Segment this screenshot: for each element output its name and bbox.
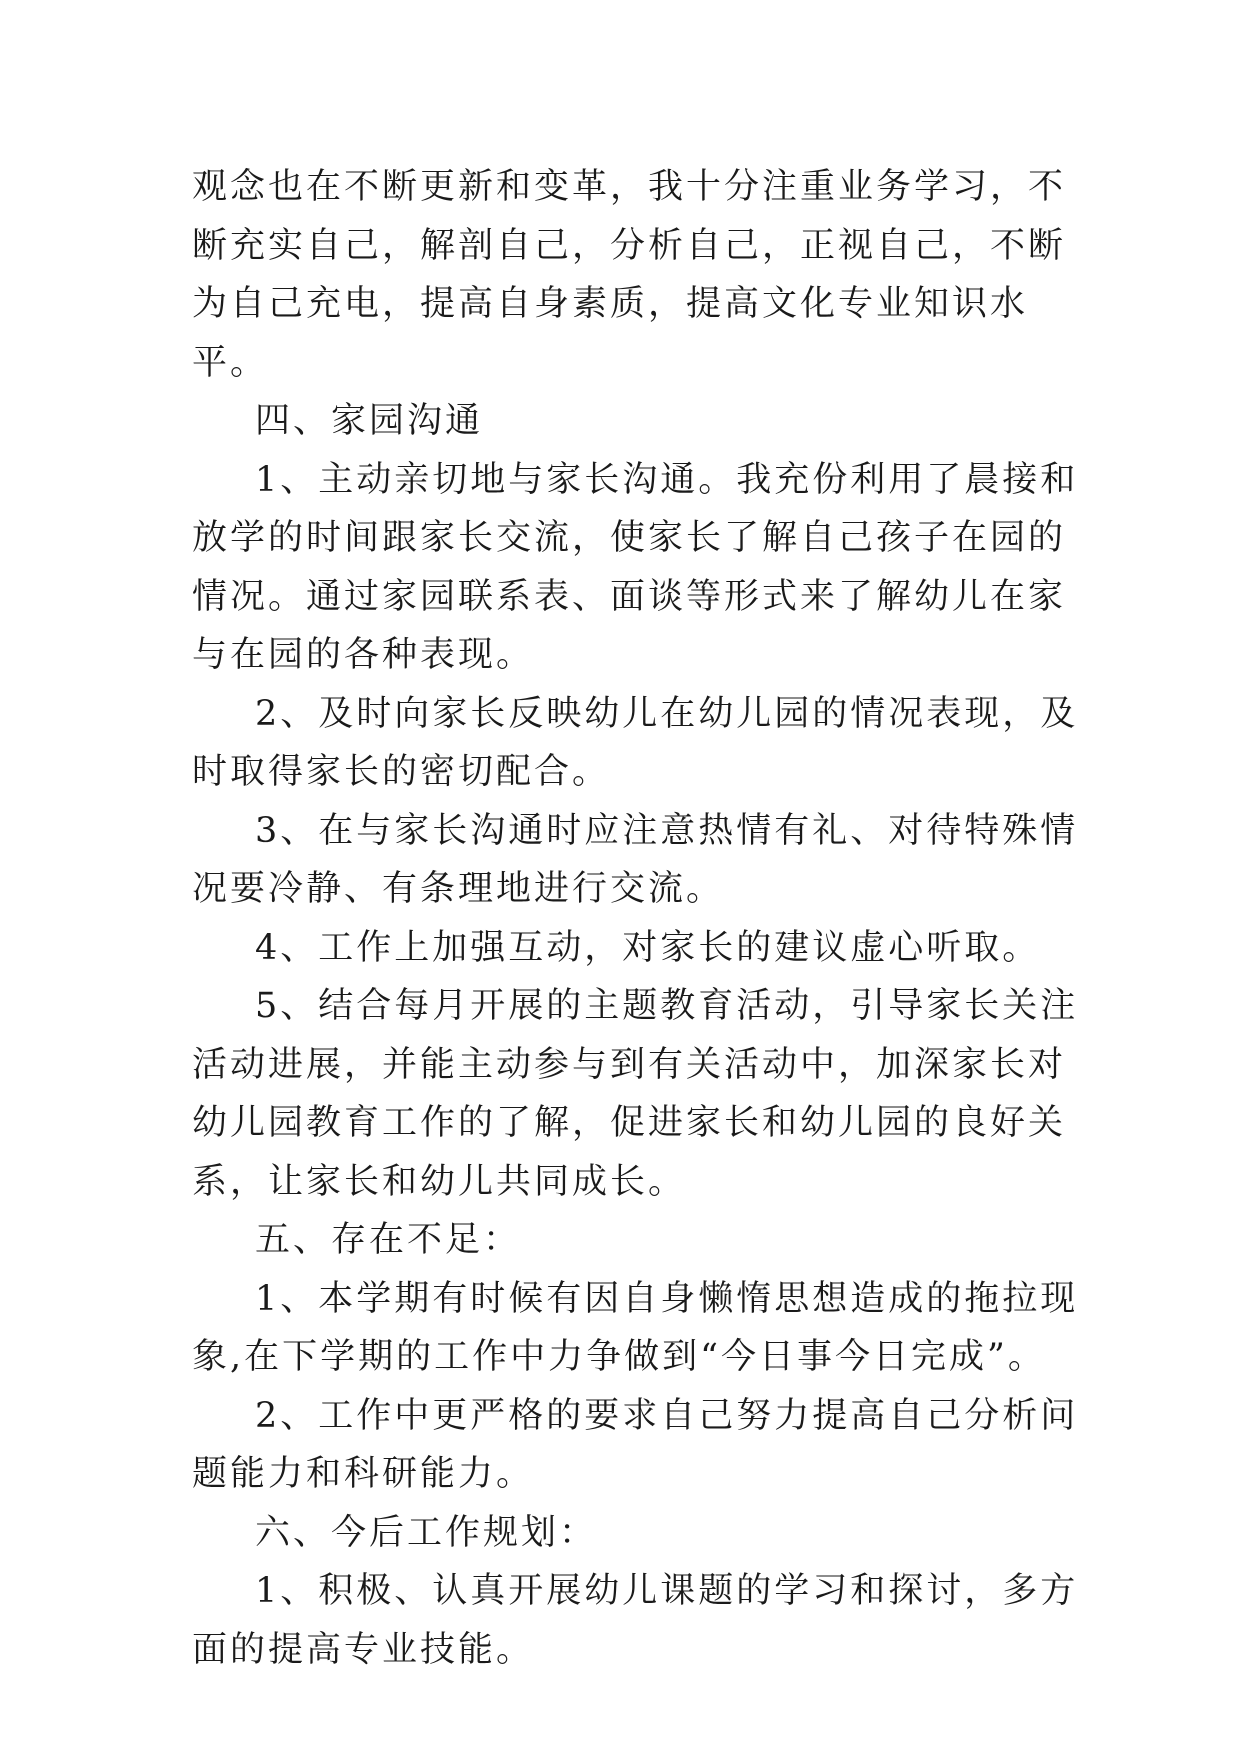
- heading-future-plan: 六、今后工作规划：: [255, 1512, 598, 1553]
- heading-shortcomings: 五、存在不足：: [255, 1220, 522, 1260]
- paragraph-communication-4: 4、工作上加强互动，对家长的建议虚心听取。: [255, 927, 1041, 968]
- paragraph-shortcoming-2: 2、工作中更严格的要求自己努力提高自己分析问题能力和科研能力。: [192, 1395, 1079, 1494]
- paragraph-communication-5: 5、结合每月开展的主题教育活动，引导家长关注活动进展，并能主动参与到有关活动中，加深家长对幼儿园教育工作的了解，促进家长和幼儿园的良好关系，让家长和幼儿共同成长。: [192, 986, 1079, 1202]
- heading-home-school-communication: 四、家园沟通: [255, 401, 484, 441]
- paragraph-communication-1: 1、主动亲切地与家长沟通。我充份利用了晨接和放学的时间跟家长交流，使家长了解自己孩子在园的情况。通过家园联系表、面谈等形式来了解幼儿在家与在园的各种表现。: [192, 459, 1079, 675]
- document-body: [192, 158, 1092, 1679]
- paragraph-communication-3: 3、在与家长沟通时应注意热情有礼、对待特殊情况要冷静、有条理地进行交流。: [192, 810, 1079, 909]
- paragraph-intro-continuation: 观念也在不断更新和变革，我十分注重业务学习，不断充实自己，解剖自己，分析自己，正视自己，不断为自己充电，提高自身素质，提高文化专业知识水平。: [192, 167, 1067, 383]
- paragraph-shortcoming-1: 1、本学期有时候有因自身懒惰思想造成的拖拉现象,在下学期的工作中力争做到“今日事今日完成”。: [192, 1278, 1079, 1377]
- paragraph-plan-1: 1、积极、认真开展幼儿课题的学习和探讨，多方面的提高专业技能。: [192, 1571, 1079, 1670]
- paragraph-communication-2: 2、及时向家长反映幼儿在幼儿园的情况表现，及时取得家长的密切配合。: [192, 693, 1079, 792]
